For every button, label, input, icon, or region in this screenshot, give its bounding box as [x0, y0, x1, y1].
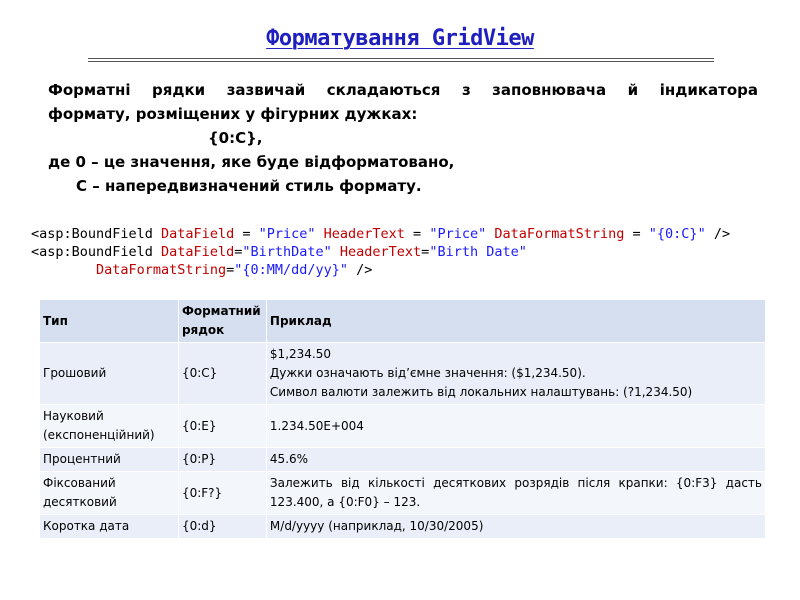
cell-format: {0:C}	[178, 343, 266, 405]
header-format: Форматний рядок	[178, 300, 266, 343]
table-header-row	[40, 300, 766, 343]
code-token: =	[234, 226, 259, 242]
cell-example-line: 45.6%	[269, 452, 309, 466]
code-line	[31, 243, 781, 261]
code-token	[31, 262, 96, 278]
code-token: "Price"	[429, 226, 487, 242]
code-token	[316, 226, 324, 242]
code-token: =	[404, 226, 430, 242]
code-token: =	[624, 226, 649, 242]
cell-type: Процентний	[40, 448, 179, 472]
code-token: "Birth Date"	[429, 244, 527, 260]
header-example: Приклад	[266, 300, 765, 343]
format-table	[39, 299, 766, 539]
paragraph-line-1: Форматні рядки зазвичай складаються з заповнювача й індикатора	[48, 81, 758, 99]
code-token: HeaderText	[339, 244, 422, 260]
code-token: =	[234, 244, 243, 260]
cell-example	[266, 405, 765, 448]
code-token: <asp:BoundField	[31, 226, 162, 242]
code-line	[31, 225, 781, 243]
title-divider	[88, 58, 714, 62]
slide-title: Форматування GridView	[266, 26, 534, 51]
code-token: DataFormatString	[96, 262, 227, 278]
code-sample	[31, 225, 781, 279]
cell-type: Коротка дата	[40, 515, 179, 539]
code-line	[31, 261, 781, 279]
code-token: />	[348, 262, 373, 278]
code-token: DataFormatString	[494, 226, 625, 242]
code-token: "BirthDate"	[242, 244, 332, 260]
cell-example-line: $1,234.50	[269, 347, 331, 361]
table-row	[40, 343, 766, 405]
cell-format: {0:E}	[178, 405, 266, 448]
code-token: "{0:MM/dd/yy}"	[234, 262, 349, 278]
code-token: DataField	[161, 226, 235, 242]
body-text	[48, 78, 758, 198]
paragraph-line-3: де 0 – це значення, яке буде відформатовано,	[48, 153, 455, 171]
code-token: HeaderText	[323, 226, 405, 242]
paragraph-line-2: формату, розміщених у фігурних дужках:	[48, 105, 418, 123]
cell-example	[266, 448, 765, 472]
code-token: "Price"	[258, 226, 316, 242]
table-row	[40, 515, 766, 539]
cell-example	[266, 515, 765, 539]
cell-type: Грошовий	[40, 343, 179, 405]
cell-example-line: Залежить від кількості десяткових розрядів після крапки: {0:F3} дасть 123.400, а {0:F0} – 123.	[269, 476, 762, 509]
code-token: =	[421, 244, 430, 260]
format-example: {0:C},	[208, 129, 263, 147]
paragraph-line-4: C – напередвизначений стиль формату.	[76, 177, 422, 195]
code-token: />	[705, 226, 731, 242]
header-type: Тип	[40, 300, 179, 343]
code-token: DataField	[161, 244, 235, 260]
cell-format: {0:d}	[178, 515, 266, 539]
cell-example	[266, 343, 765, 405]
cell-type: Науковий (експоненційний)	[40, 405, 179, 448]
table-row	[40, 472, 766, 515]
cell-example-line: Дужки означають від’ємне значення: ($1,234.50).	[269, 366, 586, 380]
cell-example	[266, 472, 765, 515]
code-token: "{0:C}"	[648, 226, 706, 242]
table-row	[40, 405, 766, 448]
code-token: =	[226, 262, 235, 278]
code-token	[332, 244, 340, 260]
cell-example-line: Символ валюти залежить від локальних налаштувань: (?1,234.50)	[269, 385, 693, 399]
cell-format: {0:F?}	[178, 472, 266, 515]
cell-example-line: M/d/yyyy (наприклад, 10/30/2005)	[269, 519, 484, 533]
code-token: <asp:BoundField	[31, 244, 162, 260]
cell-example-line: 1.234.50E+004	[269, 418, 364, 433]
table-row	[40, 448, 766, 472]
cell-format: {0:P}	[178, 448, 266, 472]
cell-type: Фіксований десятковий	[40, 472, 179, 515]
